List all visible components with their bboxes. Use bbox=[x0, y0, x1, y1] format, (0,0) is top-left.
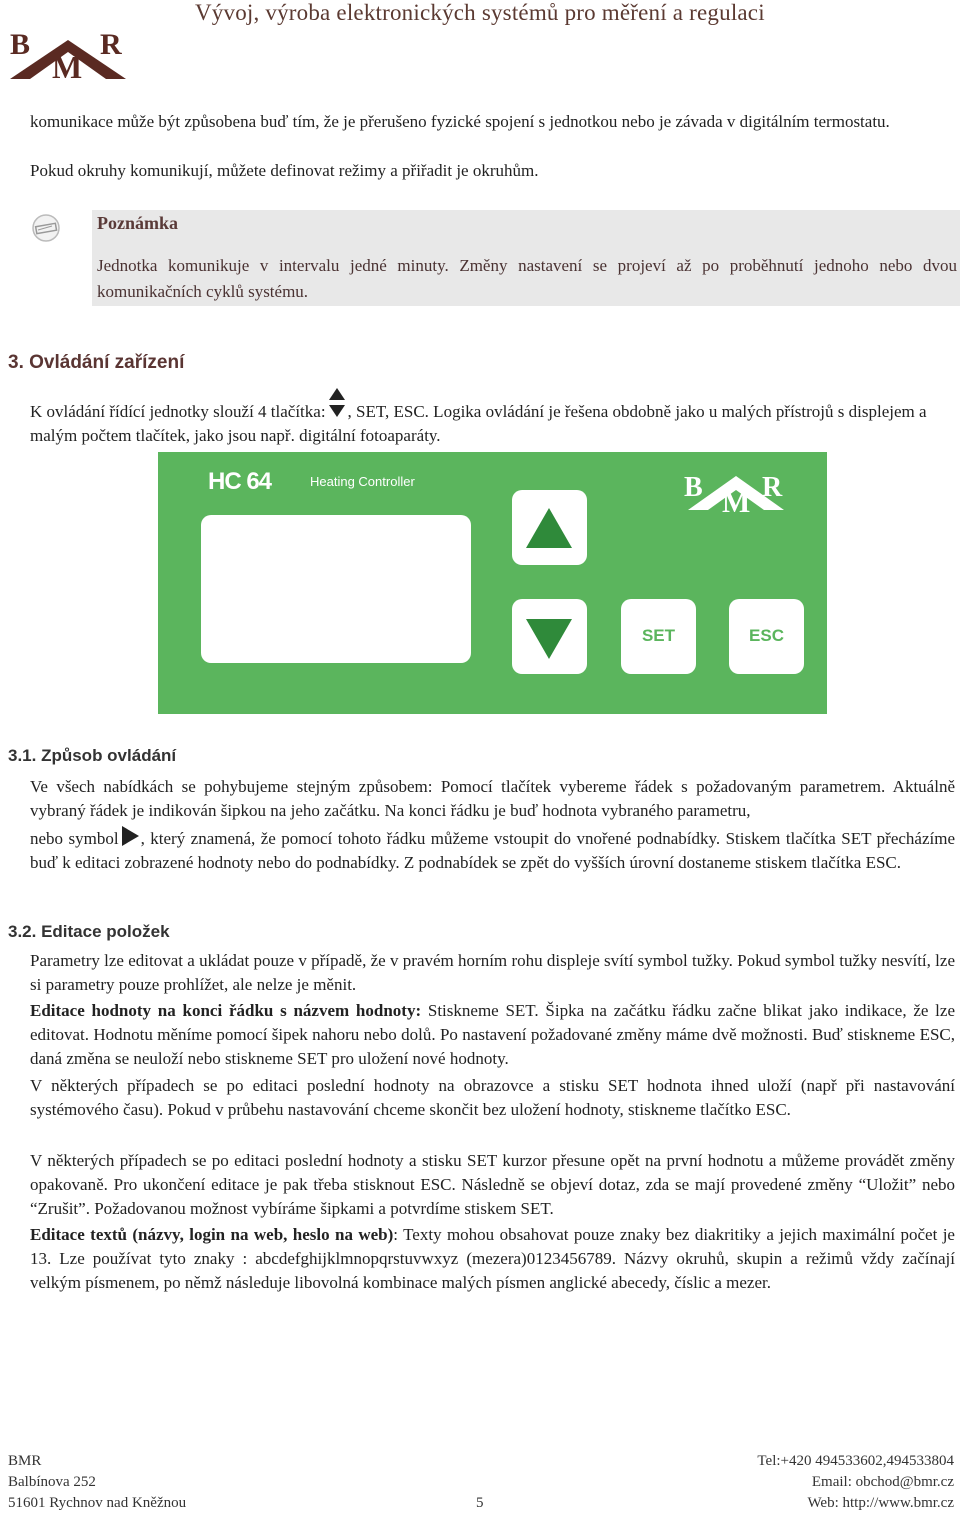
section-31-text-before: nebo symbol bbox=[30, 829, 119, 848]
logo-letter-m: M bbox=[52, 49, 83, 82]
logo-letter-b: B bbox=[10, 32, 31, 61]
section-32-paragraph-5 bbox=[30, 1223, 955, 1295]
section-31-paragraph-1: Ve všech nabídkách se pohybujeme stejným způsobem: Pomocí tlačítek vybereme řádek s požadovaným parametrem. Aktuálně vybraný řádek je indikován šipkou na jeho začátku. Na konci řádku je buď hodnota vybraného parametru, bbox=[30, 777, 955, 820]
set-button-label: SET bbox=[641, 626, 676, 645]
esc-button-label: ESC bbox=[749, 626, 784, 645]
footer-contact bbox=[757, 1451, 954, 1514]
pencil-note-icon bbox=[30, 213, 64, 243]
footer-city: 51601 Rychnov nad Kněžnou bbox=[8, 1495, 187, 1511]
up-button[interactable] bbox=[512, 490, 587, 565]
intro-paragraph: komunikace může být způsobena buď tím, že je přerušeno fyzické spojení s jednotkou nebo je závada v digitálním termostatu. bbox=[30, 112, 890, 131]
up-arrow-icon bbox=[512, 490, 587, 565]
footer-tel: Tel:+420 494533602,494533804 bbox=[757, 1453, 954, 1469]
logo-letter-r: R bbox=[100, 32, 122, 61]
section-31-text-after: , který znamená, že pomocí tohoto řádku můžeme vstoupit do vnořené podnabídky. Stiskem tlačítka SET přecházíme buď k editaci zobrazené hodnoty nebo do podnabídky. Z podnabídek se zpět do vyšších úrovní dostaneme stiskem tlačítka ESC. bbox=[30, 829, 955, 872]
up-down-arrows-icon bbox=[328, 401, 346, 423]
down-arrow-icon bbox=[512, 599, 587, 674]
footer-company: BMR bbox=[8, 1453, 42, 1469]
section-3-text-before: K ovládání řídící jednotky slouží 4 tlačítka: bbox=[30, 402, 326, 421]
footer-address bbox=[8, 1451, 186, 1514]
section-32-p2-bold: Editace hodnoty na konci řádku s názvem hodnoty: bbox=[30, 1001, 422, 1020]
note-title: Poznámka bbox=[97, 213, 178, 233]
esc-button[interactable] bbox=[729, 599, 804, 674]
hc64-device-panel bbox=[158, 452, 827, 714]
section-32-paragraph-1: Parametry lze editovat a ukládat pouze v případě, že v pravém horním rohu displeje svítí symbol tužky. Pokud symbol tužky nesvítí, lze si parametry pouze prohlížet, ale nelze je měnit. bbox=[30, 951, 955, 994]
device-logo-b: B bbox=[684, 472, 703, 503]
section-3-paragraph bbox=[30, 400, 955, 448]
play-triangle-icon bbox=[120, 826, 140, 844]
section-32-p5-bold: Editace textů (názvy, login na web, heslo na web) bbox=[30, 1225, 394, 1244]
section-31-heading: 3.1. Způsob ovládání bbox=[8, 746, 177, 765]
bmr-logo bbox=[8, 32, 128, 82]
page-number: 5 bbox=[476, 1495, 484, 1511]
section-32-paragraph-2 bbox=[30, 999, 955, 1071]
note-text: Jednotka komunikuje v intervalu jedné minuty. Změny nastavení se projeví až po proběhnutí jednoho nebo dvou komunikačních cyklů systému. bbox=[97, 256, 957, 301]
device-subtitle: Heating Controller bbox=[310, 474, 415, 489]
intro-paragraph-2: Pokud okruhy komunikují, můžete definovat režimy a přiřadit je okruhům. bbox=[30, 161, 539, 180]
section-32-p5-text: : Texty mohou obsahovat pouze znaky bez diakritiky a jejich maximální počet je 13. Lze používat tyto znaky : abcdefghijklmnopqrstuvwxyz (mezera)0123456789. Názvy okruhů, skupin a režimů vždy začínají velkým písmenem, po němž následuje libovolná kombinace malých písmen anglické abecedy, číslic a mezer. bbox=[30, 1225, 955, 1292]
set-button[interactable] bbox=[621, 599, 696, 674]
footer-street: Balbínova 252 bbox=[8, 1474, 96, 1490]
device-logo-r: R bbox=[762, 472, 783, 503]
section-32-heading: 3.2. Editace položek bbox=[8, 922, 170, 941]
section-32-paragraph-4: V některých případech se po editaci poslední hodnoty a stisku SET kurzor přesune opět na první hodnotu a můžeme provádět změny opakovaně. Pro ukončení editace je pak třeba stisknout ESC. Následně se objeví dotaz, zda se mají provedené změny “Uložit” nebo “Zrušit”. Požadovanou možnost vybíráme šipkami a potvrdíme stiskem SET. bbox=[30, 1151, 955, 1218]
device-model: HC 64 bbox=[208, 468, 272, 495]
section-32-paragraph-3: V některých případech se po editaci poslední hodnoty na obrazovce a stisku SET hodnota ihned uloží (např při nastavování systémového času). Pokud v průbehu nastavování chceme skončit bez uložení hodnoty, stiskneme tlačítko ESC. bbox=[30, 1076, 955, 1119]
section-3-text-after: , SET, ESC. Logika ovládání je řešena obdobně jako u malých přístrojů s displejem a malým počtem tlačítek, jako jsou např. digitální fotoaparáty. bbox=[30, 402, 927, 445]
section-31-paragraph-2 bbox=[30, 826, 955, 875]
section-3-heading: 3. Ovládání zařízení bbox=[8, 352, 185, 373]
header-tagline: Vývoj, výroba elektronických systémů pro měření a regulaci bbox=[195, 0, 765, 25]
lcd-display bbox=[201, 515, 471, 663]
footer-web[interactable]: Web: http://www.bmr.cz bbox=[807, 1495, 954, 1511]
footer-email[interactable]: Email: obchod@bmr.cz bbox=[811, 1474, 954, 1490]
device-bmr-logo bbox=[684, 466, 784, 516]
section-32-p2-text: Stiskneme SET. Šipka na začátku řádku začne blikat jako indikace, že lze editovat. Hodnotu měníme pomocí šipek nahoru nebo dolů. Po nastavení požadované změny máme dvě možnosti. Buď stiskneme ESC, daná změna se neuloží nebo stiskneme SET pro uložení nové hodnoty. bbox=[30, 1001, 955, 1068]
down-button[interactable] bbox=[512, 599, 587, 674]
device-logo-m: M bbox=[722, 486, 751, 516]
